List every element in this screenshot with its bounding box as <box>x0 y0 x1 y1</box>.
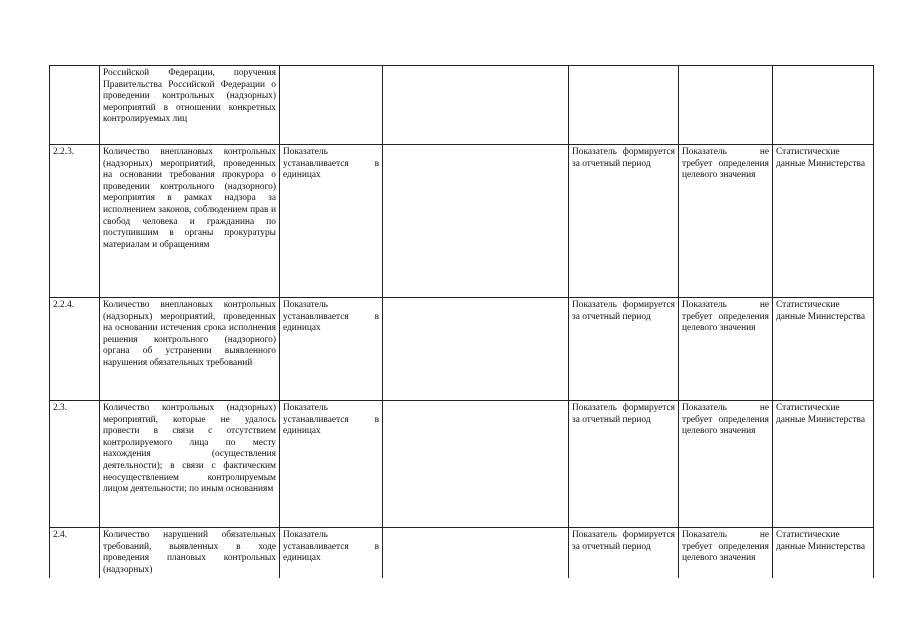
formula-cell <box>383 298 569 401</box>
indicator-target <box>679 66 773 145</box>
indicator-name: Количество внеплановых контрольных (надзорных) мероприятий, проведенных на основании истечения срока исполнения решения контрольного (надзорного) органа об устранении выявленного нарушения обязательных требований <box>100 298 280 401</box>
data-source: Статистические данные Министерства <box>773 145 874 298</box>
indicator-target: Показатель не требует определения целевого значения <box>679 401 773 528</box>
indicator-unit: Показатель устанавливается в единицах <box>280 298 383 401</box>
indicator-name: Количество внеплановых контрольных (надзорных) мероприятий, проведенных на основании требования прокурора о проведении контрольного (надзорного) мероприятия в рамках надзора за исполнением законов, соблюдением прав и свобод человека и гражданина по поступившим в органы прокуратуры материалам и обращениям <box>100 145 280 298</box>
indicator-period <box>569 66 679 145</box>
row-number: 2.4. <box>50 528 100 581</box>
formula-cell <box>383 66 569 145</box>
table-row <box>50 298 874 401</box>
row-number: 2.3. <box>50 401 100 528</box>
indicator-period: Показатель формируется за отчетный период <box>569 401 679 528</box>
indicator-unit: Показатель устанавливается в единицах <box>280 401 383 528</box>
table-row <box>50 145 874 298</box>
table-row <box>50 66 874 145</box>
indicator-target: Показатель не требует определения целевого значения <box>679 528 773 581</box>
row-number: 2.2.3. <box>50 145 100 298</box>
indicator-name: Российской Федерации, поручения Правительства Российской Федерации о проведении контрольных (надзорных) мероприятий в отношении конкретных контролируемых лиц <box>100 66 280 145</box>
row-number: 2.2.4. <box>50 298 100 401</box>
indicator-unit: Показатель устанавливается в единицах <box>280 145 383 298</box>
indicator-target: Показатель не требует определения целевого значения <box>679 145 773 298</box>
indicator-period: Показатель формируется за отчетный период <box>569 298 679 401</box>
indicator-period: Показатель формируется за отчетный период <box>569 145 679 298</box>
data-source: Статистические данные Министерства <box>773 401 874 528</box>
indicator-target: Показатель не требует определения целевого значения <box>679 298 773 401</box>
formula-cell <box>383 145 569 298</box>
indicator-name: Количество нарушений обязательных требований, выявленных в ходе проведения плановых контрольных (надзорных) <box>100 528 280 581</box>
table-row <box>50 528 874 581</box>
data-source: Статистические данные Министерства <box>773 298 874 401</box>
row-number <box>50 66 100 145</box>
indicator-name: Количество контрольных (надзорных) мероприятий, которые не удалось провести в связи с отсутствием контролируемого лица по месту нахождения (осуществления деятельности); в связи с фактическим неосуществлением контролируемым лицом деятельности; по иным основаниям <box>100 401 280 528</box>
data-source <box>773 66 874 145</box>
indicator-unit: Показатель устанавливается в единицах <box>280 528 383 581</box>
formula-cell <box>383 401 569 528</box>
indicators-table <box>49 65 874 581</box>
page-margin <box>0 578 905 640</box>
table-row <box>50 401 874 528</box>
data-source: Статистические данные Министерства <box>773 528 874 581</box>
indicator-unit <box>280 66 383 145</box>
formula-cell <box>383 528 569 581</box>
indicator-period: Показатель формируется за отчетный период <box>569 528 679 581</box>
